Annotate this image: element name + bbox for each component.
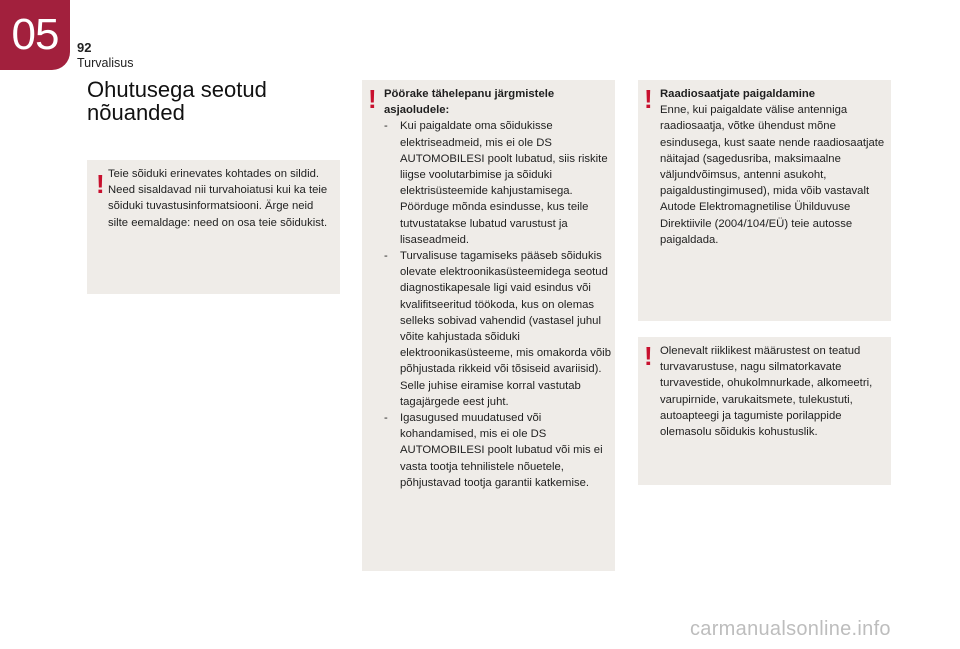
list-item-text: Turvalisuse tagamiseks pääseb sõidukis olevate elektroonikasüsteemidega seotud diagnostikapesale ligi vaid esindus või kvalifitseeritud töökoda, kus on olemas selleks sobivad vahendid (vastasel juhul võite kahjustada sõiduki elektroonikasüsteeme, mis omakorda võib põhjustada rikkeid või tõsiseid avariisid). Selle juhise eiramise korral vastutab tagajärgede eest juht. (400, 250, 611, 408)
info-box-radio (638, 80, 891, 321)
attention-list (384, 118, 612, 491)
warning-icon: ! (644, 341, 653, 371)
warning-icon: ! (644, 84, 653, 114)
page-number: 92 (77, 40, 92, 55)
chapter-tab (0, 0, 70, 70)
info-box-labels (87, 160, 340, 294)
info-box-content (660, 86, 888, 248)
dash-bullet: - (384, 412, 388, 425)
page-title: Ohutusega seotud nõuanded (87, 77, 267, 125)
info-box-heading: Pöörake tähelepanu järgmistele asjaoludele: (384, 88, 555, 117)
footer-watermark: carmanualsonline.info (690, 618, 891, 640)
list-item-text: Igasugused muudatused või kohandamised, mis ei ole DS AUTOMOBILESI poolt lubatud või mis ei vasta tootja tehnilistele nõuetele, põhjustavad tootja garantii katkemise. (400, 412, 603, 489)
info-box-content (384, 86, 612, 491)
chapter-number: 05 (11, 10, 59, 59)
list-item (384, 118, 612, 248)
warning-icon: ! (368, 84, 377, 114)
info-box-text: Enne, kui paigaldate välise antenniga raadiosaatja, võtke ühendust mõne esindusega, kust saate nende raadiosaatjate näitajad (sagedusriba, maksimaalne väljundvõimsus, antenni asukoht, paigaldustingimused), mida võib vastavalt Autode Elektromagnetilise Ühilduvuse Direktiivile (2004/104/EÜ) teie autosse paigaldada. (660, 104, 885, 246)
dash-bullet: - (384, 250, 388, 263)
info-box-text: Olenevalt riiklikest määrustest on teatud turvavarustuse, nagu silmatorkavate turvavestide, ohukolmnurkade, alkomeetri, varupirnide, varukaitsmete, tulekustuti, autoapteegi ja tagumiste porilappide olemasolu sõidukis kohustuslik. (660, 345, 873, 439)
list-item-text: Kui paigaldate oma sõidukisse elektriseadmeid, mis ei ole DS AUTOMOBILESI poolt lubatud, siis riskite liigse voolutarbimise ja sõiduki elektrisüsteemide kahjustamisega. Pöörduge mõnda esindusse, kus teile tutvustatakse lubatud varustust ja lisaseadmeid. (400, 120, 608, 246)
info-box-heading: Raadiosaatjate paigaldamine (660, 88, 816, 100)
info-box-text: Teie sõiduki erinevates kohtades on sildid. Need sisaldavad nii turvahoiatusi kui ka teie sõiduki tuvastusinformatsiooni. Ärge neid silte eemaldage: need on osa teie sõidukist. (108, 168, 328, 229)
list-item (384, 410, 612, 491)
info-box-equipment (638, 337, 891, 485)
list-item (384, 248, 612, 410)
info-box-attention (362, 80, 615, 571)
dash-bullet: - (384, 120, 388, 133)
warning-icon: ! (96, 169, 105, 199)
section-name: Turvalisus (77, 56, 134, 70)
